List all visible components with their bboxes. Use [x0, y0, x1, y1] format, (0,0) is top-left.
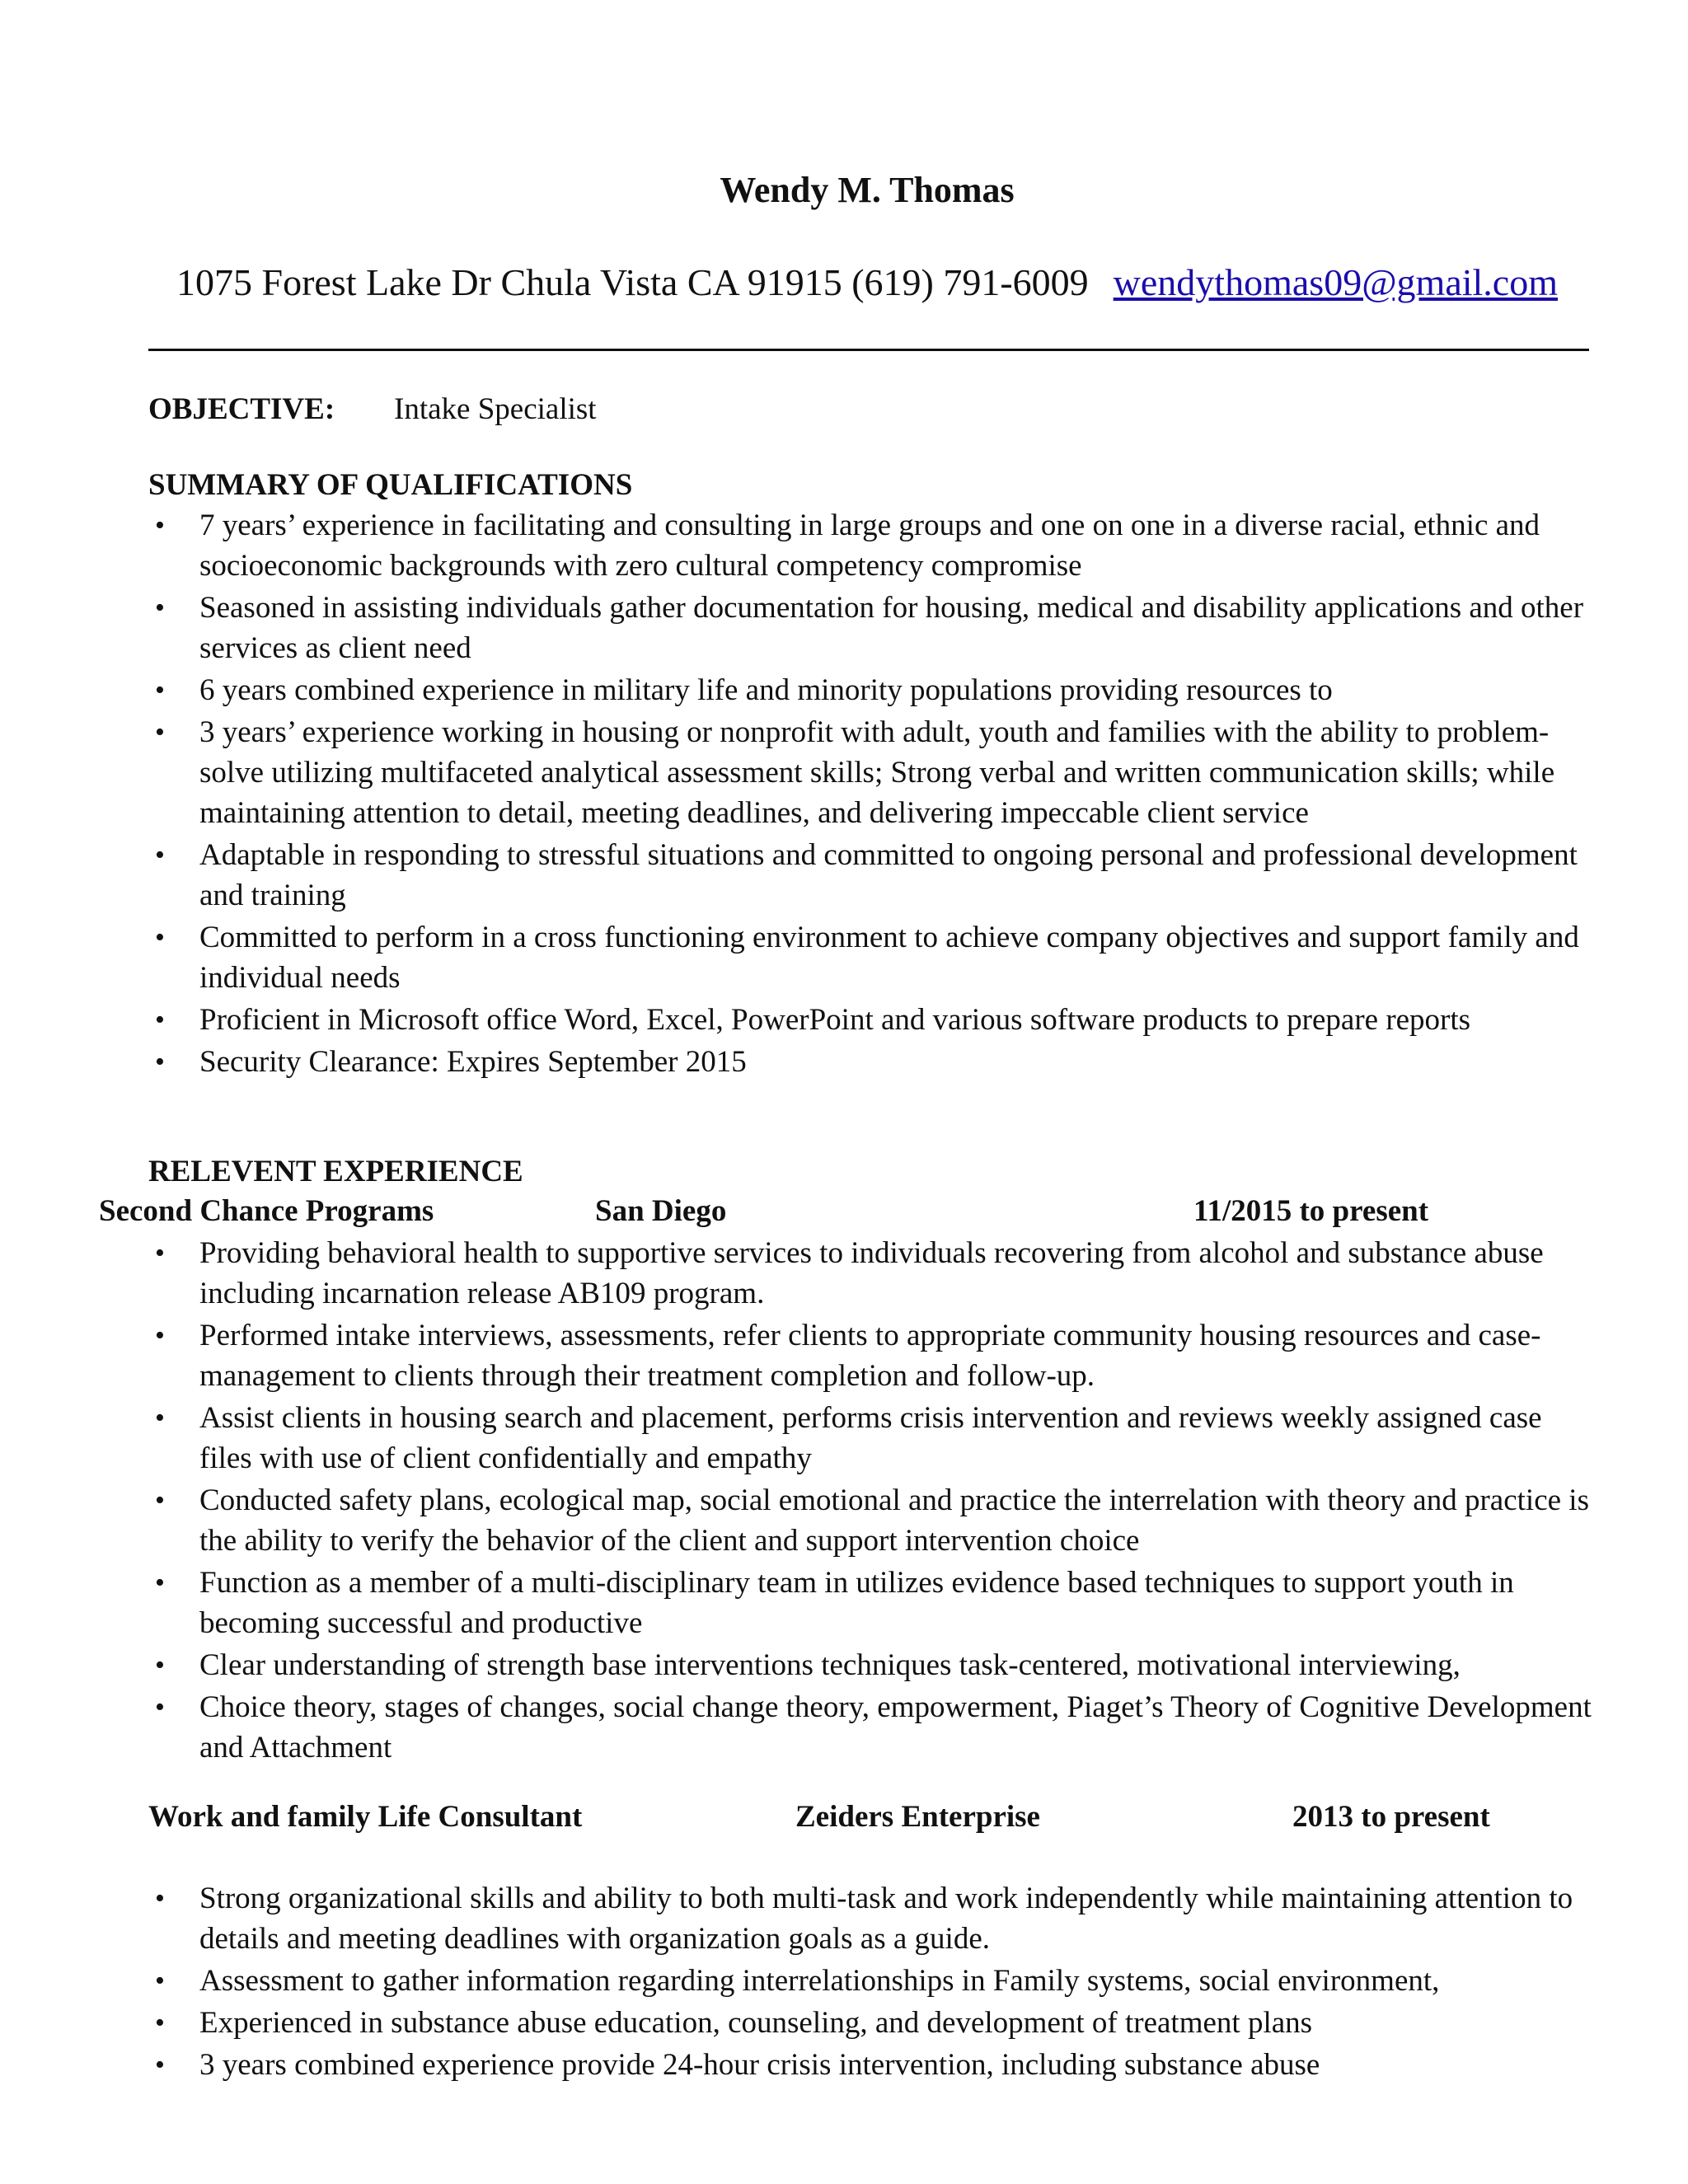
list-item: • 3 years combined experience provide 24-hour crisis intervention, including substance abuse	[148, 2045, 1599, 2085]
list-item: • Committed to perform in a cross functioning environment to achieve company objectives and support family and individual needs	[148, 917, 1599, 998]
summary-list	[148, 505, 1599, 1084]
objective-value: Intake Specialist	[394, 392, 597, 426]
job-1-dates: 11/2015 to present	[1193, 1194, 1429, 1228]
list-item: • 7 years’ experience in facilitating and consulting in large groups and one on one in a diverse racial, ethnic and socioeconomic backgrounds with zero cultural competency compromise	[148, 505, 1599, 586]
list-item: • 6 years combined experience in military life and minority populations providing resources to	[148, 670, 1599, 710]
list-item: • Strong organizational skills and ability to both multi-task and work independently while maintaining attention to details and meeting deadlines with organization goals as a guide.	[148, 1878, 1599, 1959]
job-1-title: Second Chance Programs	[99, 1194, 434, 1228]
job-2-duties	[148, 1878, 1599, 2087]
job-1-duties	[148, 1233, 1599, 1769]
experience-heading: RELEVENT EXPERIENCE	[148, 1155, 523, 1188]
list-item: • Assessment to gather information regarding interrelationships in Family systems, social environment,	[148, 1961, 1599, 2001]
objective-line	[148, 391, 597, 428]
job-2-title: Work and family Life Consultant	[148, 1800, 583, 1834]
list-item: • Seasoned in assisting individuals gather documentation for housing, medical and disability applications and other services as client need	[148, 588, 1599, 668]
list-item: • Experienced in substance abuse education, counseling, and development of treatment plans	[148, 2003, 1599, 2043]
list-item: • Providing behavioral health to supportive services to individuals recovering from alcohol and substance abuse including incarnation release AB109 program.	[148, 1233, 1599, 1314]
list-item: • Proficient in Microsoft office Word, Excel, PowerPoint and various software products to prepare reports	[148, 1000, 1599, 1040]
job-2-location: Zeiders Enterprise	[795, 1800, 1040, 1834]
list-item: • Choice theory, stages of changes, social change theory, empowerment, Piaget’s Theory of Cognitive Development and Attachment	[148, 1687, 1599, 1768]
job-1-location: San Diego	[595, 1194, 727, 1228]
list-item: • Performed intake interviews, assessments, refer clients to appropriate community housing resources and case-management to clients through their treatment completion and follow-up.	[148, 1315, 1599, 1396]
job-2-dates: 2013 to present	[1292, 1800, 1490, 1834]
list-item: • 3 years’ experience working in housing or nonprofit with adult, youth and families with the ability to problem-solve utilizing multifaceted analytical assessment skills; Strong verbal and written communication skills; while maintaining attention to detail, meeting deadlines, and delivering impeccable client service	[148, 712, 1599, 833]
address-phone: 1075 Forest Lake Dr Chula Vista CA 91915 (619) 791-6009	[176, 261, 1089, 303]
header-divider	[148, 349, 1589, 351]
email-link[interactable]: wendythomas09@gmail.com	[1113, 261, 1559, 303]
list-item: • Clear understanding of strength base interventions techniques task-centered, motivational interviewing,	[148, 1645, 1599, 1685]
contact-line	[0, 260, 1688, 305]
list-item: • Conducted safety plans, ecological map, social emotional and practice the interrelation with theory and practice is the ability to verify the behavior of the client and support intervention choice	[148, 1480, 1599, 1561]
objective-label: OBJECTIVE:	[148, 392, 335, 426]
candidate-name: Wendy M. Thomas	[720, 170, 1015, 210]
list-item: • Function as a member of a multi-disciplinary team in utilizes evidence based techniques to support youth in becoming successful and productive	[148, 1563, 1599, 1643]
list-item: • Assist clients in housing search and placement, performs crisis intervention and reviews weekly assigned case files with use of client confidentially and empathy	[148, 1398, 1599, 1479]
summary-heading: SUMMARY OF QUALIFICATIONS	[148, 468, 633, 502]
list-item: • Security Clearance: Expires September 2015	[148, 1042, 1599, 1082]
list-item: • Adaptable in responding to stressful situations and committed to ongoing personal and professional development and training	[148, 835, 1599, 916]
